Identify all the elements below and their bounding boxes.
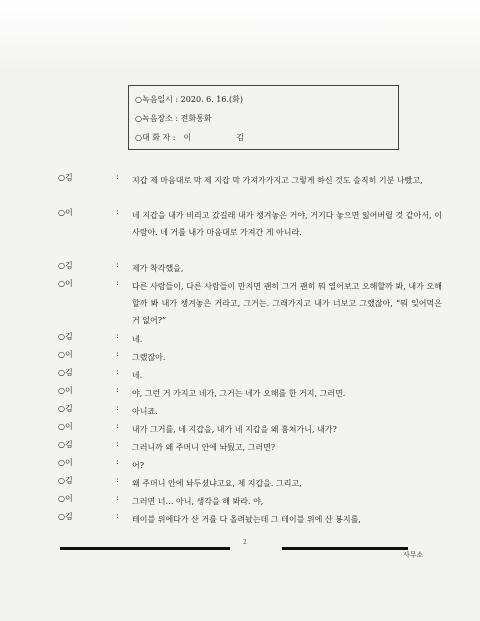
speaker-label: ○김 [58, 476, 73, 485]
speaker-label: ○김 [58, 332, 73, 341]
utterance-text: 어? [132, 461, 145, 470]
utterance-text: 다른 사람들이, 다른 사람들이 만지면 괜히 그거 괜히 뭐 열어보고 오해할까 봐, 내가 오해할까 봐 내가 챙겨놓은 거라고, 그거는. 그래가지고 내가 너보고 그랬잖아, “뭐 잊어먹은 거 없어?” [132, 282, 442, 325]
recording-info-box [128, 85, 399, 150]
footer-rule-right [282, 547, 408, 550]
recording-place: ○녹음장소 : 전화통화 [135, 114, 212, 123]
utterance-text: 네. [132, 335, 143, 344]
footer-rule-left [60, 547, 230, 550]
speakers-prefix: ○대 화 자 : [135, 133, 176, 142]
speaker-label: ○이 [58, 422, 73, 431]
utterance-text: 그러니까 왜 주머니 안에 놔뒀고, 그러면? [132, 443, 276, 452]
document-page: ○녹음일시 : 2020. 6. 16.(화) ○녹음장소 : 전화통화 ○대 화 자 : 이 김 ○김 : 지갑 제 마음대로 막 제 지갑 막 가져가가지고 그렇게 하신 것도 솔직히 기분 나빴고, ○이 : 네 지갑을 내가 비리고 갔길래 내가 챙겨놓은 거야, 거기다 놓으면 잃어버릴 것 같아서, 이 사람아. 네 거를 내가 마음대로 가져간 게 아니라. ○김 : 제가 착각했을, ○이 : 다른 사람들이, 다른 사람들이 만지면 괜히 그거 괜히 뭐 열어보고 오해할까 봐, 내가 오해할까 봐 내가 챙겨놓은 거라고, 그거는. 그래가지고 내가 너보고 그랬잖아, “뭐 잊어먹은 거 없어?” ○김 : 네. ○이 : 그랬잖아. ○김 : 네. ○이 : 야, 그런 거 가지고 네가, 그거는 네가 오해를 한 거지, 그러면. ○김 : 아니죠. ○이 : 내가 그거를, 네 지갑을, 내가 네 지갑을 왜 훔쳐가니, 내가? ○김 : 그러니까 왜 주머니 안에 놔뒀고, 그러면? ○이 : 어? ○김 : 왜 주머니 안에 놔두셨냐고요, 제 지갑을. 그리고, ○이 : 그러면 너… 아니, 생각을 해 봐라. 야, ○김 : 테이블 위에다가 산 거를 다 올려놨는데 그 테이블 위에 산 봉지를, 2 사무소 [0, 0, 480, 621]
speaker-label: ○김 [58, 173, 73, 182]
utterance-text: 테이블 위에다가 산 거를 다 올려놨는데 그 테이블 위에 산 봉지를, [132, 515, 361, 524]
speaker-label: ○김 [58, 261, 73, 270]
speaker-label: ○이 [58, 208, 73, 217]
utterance-text: 왜 주머니 안에 놔두셨냐고요, 제 지갑을. 그리고, [132, 479, 302, 488]
utterance-text: 지갑 제 마음대로 막 제 지갑 막 가져가가지고 그렇게 하신 것도 솔직히 기분 나빴고, [132, 176, 423, 185]
utterance-text: 아니죠. [132, 407, 158, 416]
utterance-text: 야, 그런 거 가지고 네가, 그거는 네가 오해를 한 거지, 그러면. [132, 389, 346, 398]
speaker-label: ○이 [58, 458, 73, 467]
utterance-text: 그랬잖아. [132, 353, 166, 362]
recording-speakers [135, 128, 392, 147]
speaker-label: ○김 [58, 368, 73, 377]
page-number: 2 [243, 539, 247, 546]
speaker-label: ○김 [58, 512, 73, 521]
utterance-text: 네. [132, 371, 143, 380]
speaker-b-name: 김 [236, 133, 245, 142]
speaker-a-name: 이 [183, 133, 192, 142]
speaker-label: ○이 [58, 386, 73, 395]
office-stamp-text: 사무소 [403, 551, 424, 559]
utterance-text: 그러면 너… 아니, 생각을 해 봐라. 야, [132, 497, 264, 506]
speaker-label: ○이 [58, 494, 73, 503]
scan-shading [0, 0, 480, 70]
speaker-label: ○김 [58, 440, 73, 449]
speaker-label: ○김 [58, 404, 73, 413]
utterance-text: 제가 착각했을, [132, 264, 184, 273]
speaker-label: ○이 [58, 350, 73, 359]
utterance-text: 네 지갑을 내가 비리고 갔길래 내가 챙겨놓은 거야, 거기다 놓으면 잃어버릴 것 같아서, 이 사람아. 네 거를 내가 마음대로 가져간 게 아니라. [132, 211, 442, 237]
utterance-text: 내가 그거를, 네 지갑을, 내가 네 지갑을 왜 훔쳐가니, 내가? [132, 425, 337, 434]
recording-date: ○녹음일시 : 2020. 6. 16.(화) [135, 95, 243, 104]
speaker-label: ○이 [58, 279, 73, 288]
